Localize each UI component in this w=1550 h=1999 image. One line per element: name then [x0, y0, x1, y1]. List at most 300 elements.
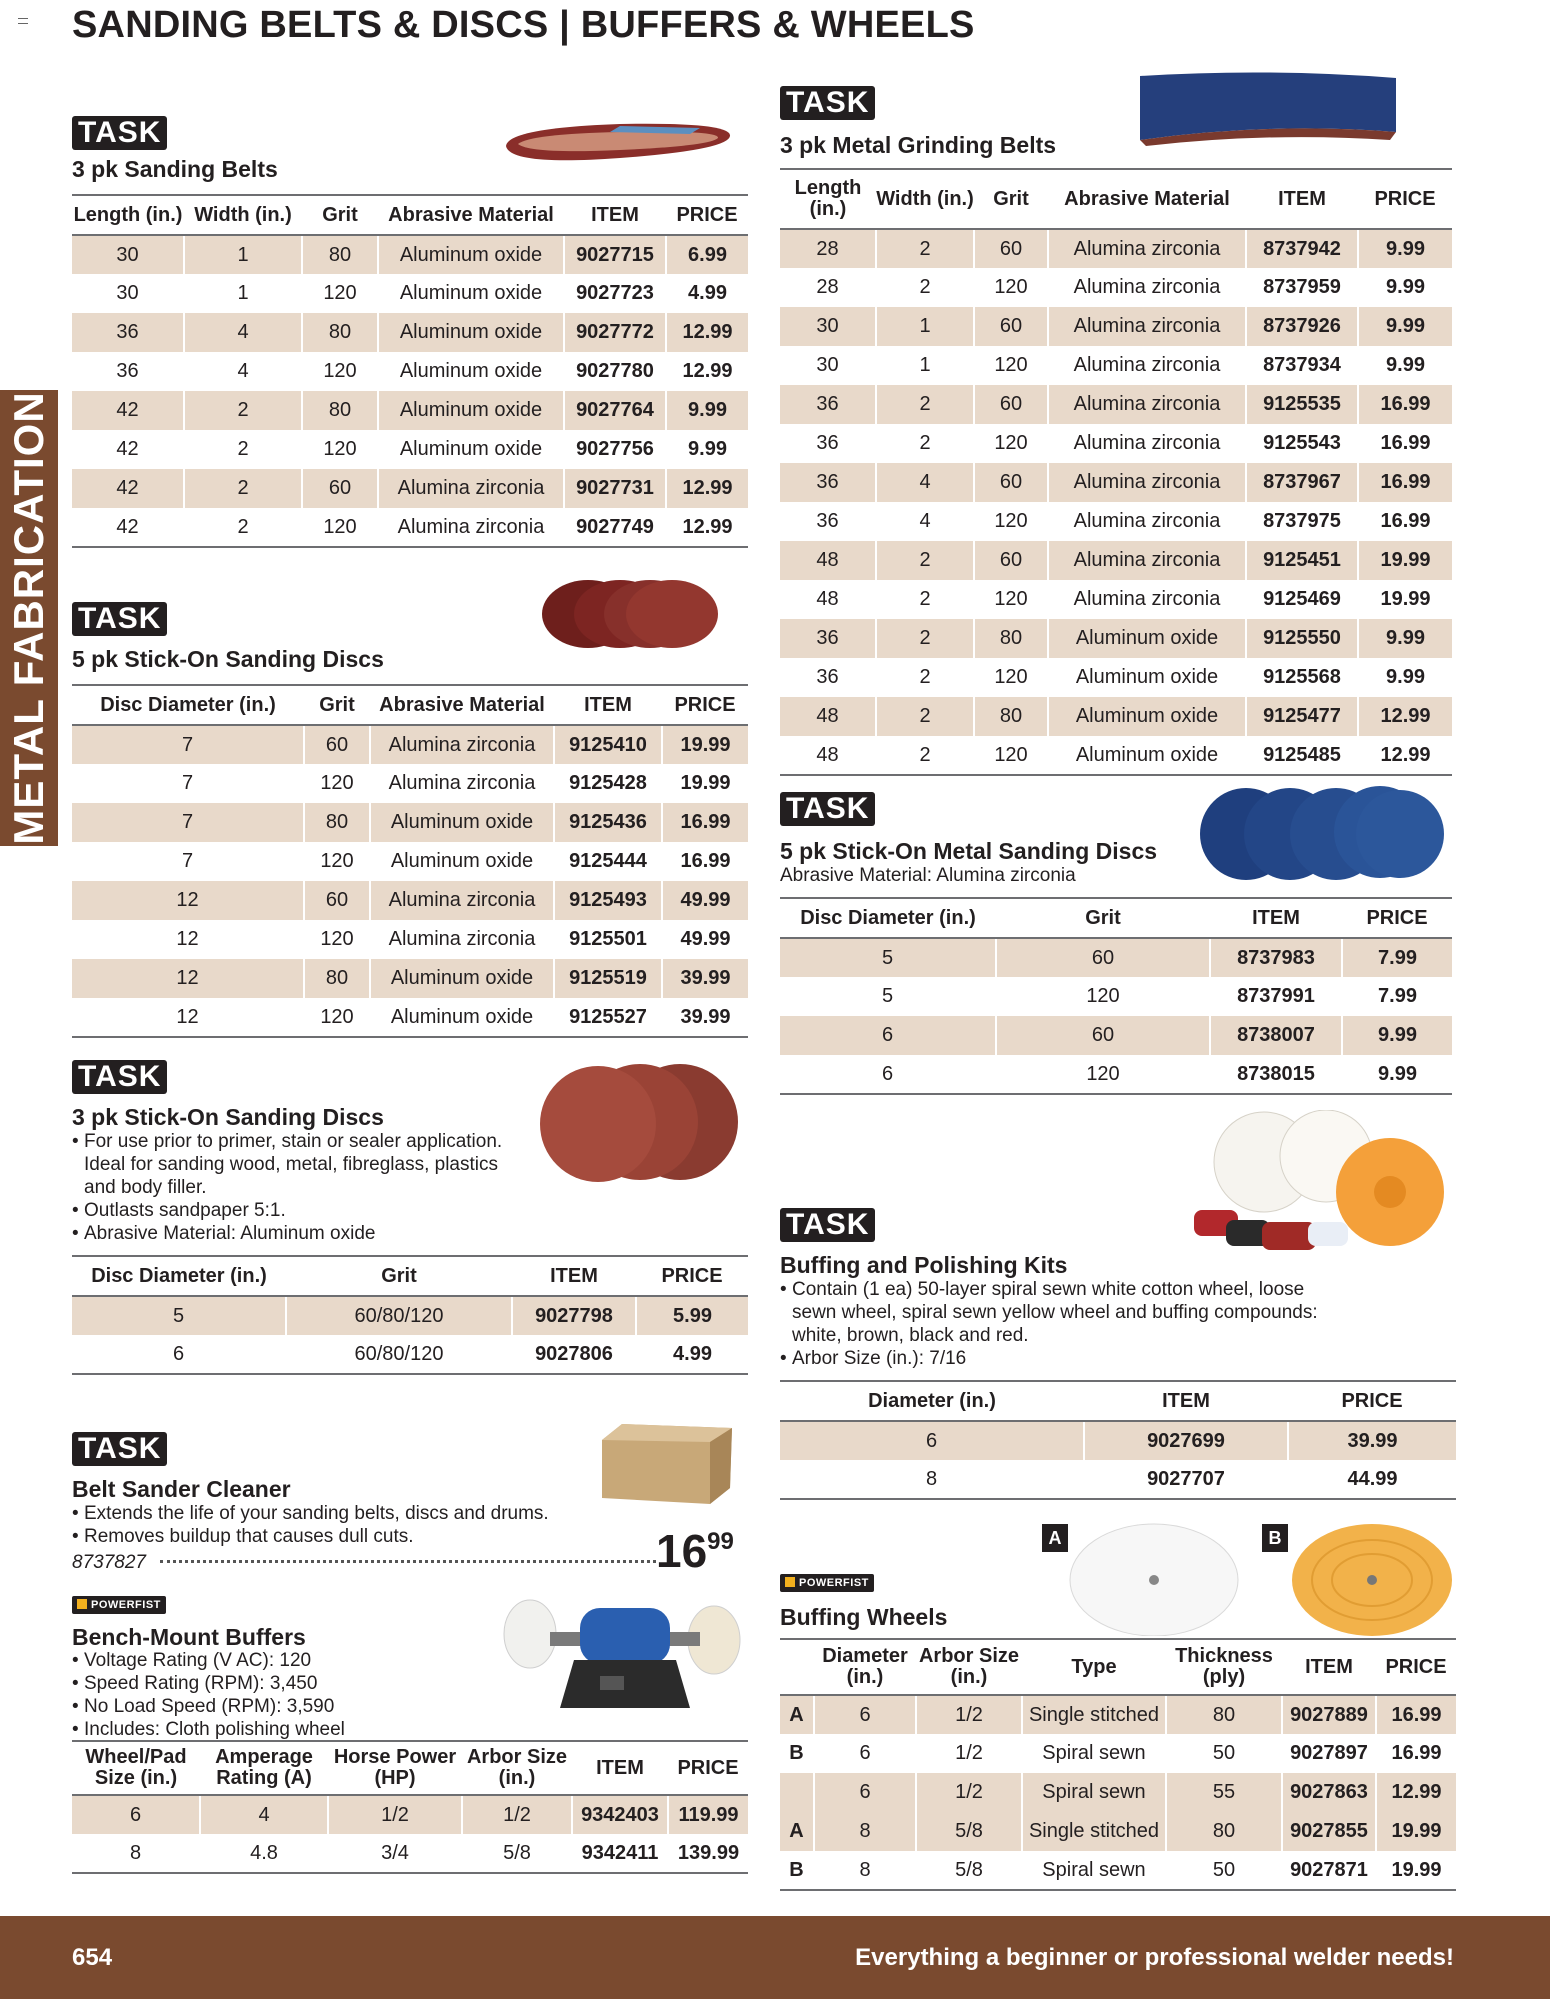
table-cell: 120 — [974, 346, 1048, 385]
table-cell: 7 — [72, 725, 304, 764]
table-cell: 8737934 — [1246, 346, 1358, 385]
task-logo: TASK — [72, 602, 167, 636]
sanding-belt-image — [500, 116, 736, 172]
table-cell: 42 — [72, 391, 184, 430]
table-row — [72, 725, 748, 764]
col-header: Disc Diameter (in.) — [780, 898, 996, 938]
yellow-wheel-image — [1290, 1520, 1454, 1636]
task-logo: TASK — [780, 792, 875, 826]
table-cell: 9027707 — [1084, 1460, 1288, 1499]
powerfist-icon — [785, 1577, 795, 1587]
product-title: 3 pk Sanding Belts — [72, 156, 278, 182]
table-cell: 9027897 — [1282, 1734, 1376, 1773]
table-cell: 60 — [996, 1016, 1210, 1055]
table-cell: Alumina zirconia — [1048, 307, 1246, 346]
table-cell: 48 — [780, 736, 876, 775]
table-cell: 9125543 — [1246, 424, 1358, 463]
col-header: Width (in.) — [184, 195, 302, 235]
table-cell: 9027855 — [1282, 1812, 1376, 1851]
table-cell: 9027699 — [1084, 1421, 1288, 1460]
table-row — [780, 1851, 1456, 1890]
table-cell: Spiral sewn — [1022, 1773, 1166, 1812]
table-cell: 2 — [876, 580, 974, 619]
table-cell: A — [780, 1695, 814, 1734]
table-cell: 8737942 — [1246, 229, 1358, 268]
cleaner-block-image — [598, 1420, 734, 1506]
col-header: Abrasive Material — [1048, 169, 1246, 229]
table-cell: Alumina zirconia — [370, 725, 554, 764]
table-row — [780, 1055, 1452, 1094]
col-header: PRICE — [636, 1256, 748, 1296]
table-cell: 42 — [72, 508, 184, 547]
table-cell: 12.99 — [666, 508, 748, 547]
table-cell: Aluminum oxide — [370, 842, 554, 881]
table-cell: B — [780, 1734, 814, 1773]
cleaner-bullets — [72, 1502, 632, 1548]
table-cell: 48 — [780, 580, 876, 619]
bullet: • Removes buildup that causes dull cuts. — [72, 1525, 632, 1548]
table-cell: 8 — [780, 1460, 1084, 1499]
table-cell: 6 — [72, 1335, 286, 1374]
table-cell: 19.99 — [662, 725, 748, 764]
table-cell: 80 — [974, 697, 1048, 736]
table-cell: 80 — [1166, 1812, 1282, 1851]
table-cell: 4.8 — [200, 1834, 328, 1873]
table-cell: Aluminum oxide — [378, 391, 564, 430]
bench-buffers-table — [72, 1740, 748, 1874]
table-row — [72, 274, 748, 313]
col-header: ITEM — [554, 685, 662, 725]
table-cell: 9.99 — [666, 391, 748, 430]
table-cell: 16.99 — [1376, 1695, 1456, 1734]
table-row — [780, 658, 1452, 697]
table-cell: 80 — [302, 313, 378, 352]
table-cell: 120 — [304, 998, 370, 1037]
sanding-discs-image — [540, 578, 720, 650]
task-logo: TASK — [780, 86, 875, 120]
price-dollars: 16 — [656, 1525, 708, 1577]
table-row — [780, 736, 1452, 775]
table-cell: 19.99 — [680, 772, 731, 794]
table-cell: 19.99 — [1376, 1851, 1456, 1890]
table-cell: Alumina zirconia — [1048, 541, 1246, 580]
table-cell: 60 — [304, 725, 370, 764]
table-row — [780, 229, 1452, 268]
col-header: Abrasive Material — [378, 195, 564, 235]
table-cell: 2 — [876, 229, 974, 268]
table-cell: 9027764 — [564, 391, 666, 430]
table-cell: 4 — [184, 313, 302, 352]
table-cell: 1/2 — [916, 1773, 1022, 1812]
table-cell: 1 — [184, 235, 302, 274]
col-header: Horse Power (HP) — [328, 1741, 462, 1795]
table-cell: Aluminum oxide — [1048, 736, 1246, 775]
table-row — [72, 352, 748, 391]
table-cell: 120 — [996, 977, 1210, 1016]
table-cell: 60/80/120 — [286, 1296, 512, 1335]
table-cell: 9.99 — [1358, 307, 1452, 346]
table-cell: 16.99 — [1380, 510, 1431, 532]
table-cell: 9027780 — [564, 352, 666, 391]
bullet: • Speed Rating (RPM): 3,450 — [72, 1672, 512, 1695]
table-row — [72, 391, 748, 430]
table-cell: 9.99 — [1342, 1016, 1452, 1055]
table-cell: 49.99 — [680, 928, 731, 950]
table-cell: B — [780, 1851, 814, 1890]
table-cell: Aluminum oxide — [1048, 658, 1246, 697]
table-cell: Alumina zirconia — [378, 469, 564, 508]
table-row — [72, 469, 748, 508]
table-cell: Aluminum oxide — [370, 998, 554, 1037]
col-header: Disc Diameter (in.) — [72, 685, 304, 725]
table-cell: 9342411 — [572, 1834, 668, 1873]
table-cell: 1/2 — [916, 1734, 1022, 1773]
table-cell: 42 — [72, 469, 184, 508]
table-cell: 9.99 — [1386, 276, 1425, 298]
table-cell: 48 — [780, 541, 876, 580]
metal-discs-table — [780, 897, 1452, 1095]
table-cell: 28 — [780, 229, 876, 268]
table-cell: 60 — [304, 881, 370, 920]
col-header: PRICE — [662, 685, 748, 725]
footer-tagline: Everything a beginner or professional welder needs! — [855, 1944, 1454, 1971]
table-cell: 42 — [72, 430, 184, 469]
table-row — [780, 502, 1452, 541]
table-cell: Aluminum oxide — [1048, 619, 1246, 658]
table-row — [780, 619, 1452, 658]
table-cell: Alumina zirconia — [378, 508, 564, 547]
table-row — [72, 1834, 748, 1873]
table-cell: 80 — [1166, 1695, 1282, 1734]
table-cell: Aluminum oxide — [378, 430, 564, 469]
table-cell: 49.99 — [662, 881, 748, 920]
col-header: Grit — [302, 195, 378, 235]
table-cell: 30 — [780, 307, 876, 346]
table-cell: Alumina zirconia — [1048, 268, 1246, 307]
corner-mark — [18, 18, 28, 24]
table-cell: 9027863 — [1282, 1773, 1376, 1812]
table-cell: 60/80/120 — [286, 1335, 512, 1374]
table-cell: 139.99 — [668, 1834, 748, 1873]
task-logo: TASK — [780, 1208, 875, 1242]
table-row — [780, 1812, 1456, 1851]
table-row — [72, 508, 748, 547]
table-cell: 9.99 — [1386, 666, 1425, 688]
table-cell: 4 — [200, 1795, 328, 1834]
bullet: • For use prior to primer, stain or sealer application. Ideal for sanding wood, metal, fibreglass, plastics and body filler. — [72, 1130, 512, 1199]
table-cell: 9125501 — [554, 920, 662, 959]
table-cell: 119.99 — [668, 1795, 748, 1834]
table-cell: 36 — [780, 385, 876, 424]
col-header: Abrasive Material — [370, 685, 554, 725]
col-header: PRICE — [1358, 169, 1452, 229]
table-cell: Aluminum oxide — [378, 235, 564, 274]
table-cell: Alumina zirconia — [1048, 385, 1246, 424]
powerfist-icon — [77, 1599, 87, 1609]
table-cell: 120 — [974, 268, 1048, 307]
table-cell: Alumina zirconia — [1048, 229, 1246, 268]
col-header: ITEM — [512, 1256, 636, 1296]
table-cell: 2 — [184, 430, 302, 469]
table-cell: 8 — [814, 1812, 916, 1851]
table-row — [780, 697, 1452, 736]
product-title: Bench-Mount Buffers — [72, 1624, 306, 1650]
table-cell: 60 — [974, 541, 1048, 580]
col-header: PRICE — [666, 195, 748, 235]
table-cell: 9027731 — [564, 469, 666, 508]
col-header — [780, 1639, 814, 1695]
col-header: Grit — [996, 898, 1210, 938]
footer-bar — [0, 1916, 1550, 1999]
side-tab — [0, 390, 58, 846]
table-cell: 120 — [302, 430, 378, 469]
table-row — [780, 1460, 1456, 1499]
bullet: • Voltage Rating (V AC): 120 — [72, 1649, 512, 1672]
price-cents: 99 — [707, 1528, 734, 1555]
table-cell: 9027772 — [564, 313, 666, 352]
table-cell: Aluminum oxide — [370, 803, 554, 842]
table-cell: 2 — [876, 736, 974, 775]
table-cell: 8737967 — [1246, 463, 1358, 502]
product-title: 5 pk Stick-On Sanding Discs — [72, 646, 384, 672]
table-cell: 44.99 — [1288, 1460, 1456, 1499]
sanding-discs-5pk-table — [72, 684, 748, 1038]
table-cell: 16.99 — [662, 803, 748, 842]
table-cell: 12.99 — [666, 469, 748, 508]
table-cell: 9.99 — [1386, 354, 1425, 376]
table-cell: Aluminum oxide — [1048, 697, 1246, 736]
table-cell: 8738015 — [1210, 1055, 1342, 1094]
grinding-belt-image — [1134, 70, 1402, 146]
table-row — [780, 268, 1452, 307]
table-cell: 120 — [996, 1055, 1210, 1094]
table-cell: 2 — [876, 658, 974, 697]
table-cell: 9027798 — [512, 1296, 636, 1335]
table-cell: 7.99 — [1342, 938, 1452, 977]
table-cell: 9125568 — [1246, 658, 1358, 697]
table-cell: 8 — [814, 1851, 916, 1890]
bullet: • Outlasts sandpaper 5:1. — [72, 1199, 512, 1222]
table-cell: 120 — [974, 736, 1048, 775]
table-cell: 4 — [876, 502, 974, 541]
powerfist-logo: POWERFIST — [72, 1596, 166, 1614]
table-cell: 9.99 — [1342, 1055, 1452, 1094]
table-cell: 9125451 — [1246, 541, 1358, 580]
col-header: Grit — [286, 1256, 512, 1296]
table-cell: 6 — [814, 1695, 916, 1734]
cleaner-sku: 8737827 — [72, 1552, 146, 1573]
table-cell: 30 — [780, 346, 876, 385]
table-cell: Aluminum oxide — [378, 352, 564, 391]
table-cell: 8738007 — [1210, 1016, 1342, 1055]
table-cell: 16.99 — [1358, 385, 1452, 424]
product-title: 3 pk Stick-On Sanding Discs — [72, 1104, 384, 1130]
table-cell: 120 — [974, 580, 1048, 619]
table-cell: 9125469 — [1246, 580, 1358, 619]
table-row — [72, 313, 748, 352]
bullet: • Arbor Size (in.): 7/16 — [780, 1347, 1340, 1370]
table-cell: Alumina zirconia — [370, 764, 554, 803]
bullet: • Contain (1 ea) 50-layer spiral sewn white cotton wheel, loose sewn wheel, spiral sewn yellow wheel and buffing compounds: white, brown, black and red. — [780, 1278, 1340, 1347]
table-cell: 50 — [1166, 1734, 1282, 1773]
table-cell: 28 — [780, 268, 876, 307]
table-cell: 55 — [1166, 1773, 1282, 1812]
table-cell: 16.99 — [1391, 1742, 1442, 1764]
table-cell: 36 — [780, 619, 876, 658]
table-row — [72, 1795, 748, 1834]
table-row — [72, 920, 748, 959]
table-cell: 12.99 — [1358, 736, 1452, 775]
table-cell: 19.99 — [1358, 541, 1452, 580]
table-cell: 36 — [72, 313, 184, 352]
bullet: • Extends the life of your sanding belts, discs and drums. — [72, 1502, 632, 1525]
table-cell: 9125527 — [554, 998, 662, 1037]
table-cell: 60 — [974, 307, 1048, 346]
table-cell: 6.99 — [666, 235, 748, 274]
bullet: • No Load Speed (RPM): 3,590 — [72, 1695, 512, 1718]
table-cell: 9.99 — [1358, 229, 1452, 268]
table-cell: 9.99 — [688, 438, 727, 460]
table-row — [780, 1734, 1456, 1773]
table-cell: 2 — [184, 391, 302, 430]
table-row — [780, 580, 1452, 619]
table-cell: 16.99 — [680, 850, 731, 872]
col-header: Disc Diameter (in.) — [72, 1256, 286, 1296]
table-cell: 4 — [876, 463, 974, 502]
table-row — [72, 430, 748, 469]
bench-buffer-image — [500, 1596, 744, 1716]
table-cell: 1 — [876, 346, 974, 385]
table-row — [72, 1296, 748, 1335]
table-cell: 120 — [974, 502, 1048, 541]
table-cell: 9027723 — [564, 274, 666, 313]
table-cell: 12 — [72, 959, 304, 998]
table-cell: 2 — [876, 424, 974, 463]
table-cell: 5/8 — [462, 1834, 572, 1873]
metal-discs-image — [1196, 786, 1448, 882]
powerfist-logo: POWERFIST — [780, 1574, 874, 1592]
table-cell: 120 — [302, 352, 378, 391]
table-row — [72, 235, 748, 274]
table-row — [780, 977, 1452, 1016]
table-cell: 12.99 — [666, 313, 748, 352]
col-header: Diameter (in.) — [780, 1381, 1084, 1421]
table-cell: 9027871 — [1282, 1851, 1376, 1890]
col-header: Diameter (in.) — [814, 1639, 916, 1695]
table-cell: 2 — [876, 697, 974, 736]
col-header: PRICE — [1288, 1381, 1456, 1421]
table-cell: 2 — [876, 619, 974, 658]
table-cell: 1 — [184, 274, 302, 313]
task-logo: TASK — [72, 1432, 167, 1466]
table-cell: Alumina zirconia — [1048, 424, 1246, 463]
col-header: Width (in.) — [876, 169, 974, 229]
col-header: Grit — [974, 169, 1048, 229]
table-cell: 6 — [780, 1421, 1084, 1460]
table-row — [72, 881, 748, 920]
image-label-b: B — [1262, 1524, 1288, 1552]
table-cell: 19.99 — [1380, 588, 1431, 610]
table-cell: 5/8 — [916, 1812, 1022, 1851]
table-cell: 8737991 — [1210, 977, 1342, 1016]
col-header: ITEM — [564, 195, 666, 235]
table-cell — [780, 1773, 814, 1812]
table-cell: 9125444 — [554, 842, 662, 881]
table-cell: 30 — [72, 274, 184, 313]
col-header: Grit — [304, 685, 370, 725]
table-cell: 6 — [814, 1734, 916, 1773]
kits-bullets — [780, 1278, 1340, 1370]
table-cell: 6 — [72, 1795, 200, 1834]
table-cell: 120 — [304, 842, 370, 881]
table-cell: 4.99 — [688, 282, 727, 304]
table-cell: 8 — [72, 1834, 200, 1873]
table-cell: 80 — [302, 391, 378, 430]
table-cell: 120 — [974, 424, 1048, 463]
table-cell: 39.99 — [662, 959, 748, 998]
table-row — [780, 346, 1452, 385]
table-cell: 9125477 — [1246, 697, 1358, 736]
table-row — [72, 764, 748, 803]
page-title: SANDING BELTS & DISCS | BUFFERS & WHEELS — [72, 4, 975, 46]
table-cell: 6 — [780, 1055, 996, 1094]
table-cell: 16.99 — [1380, 432, 1431, 454]
white-wheel-image — [1066, 1520, 1240, 1636]
buffing-kits-table — [780, 1380, 1456, 1500]
col-header: Length (in.) — [780, 169, 876, 229]
buffing-wheels-table — [780, 1638, 1456, 1891]
table-cell: 8737983 — [1210, 938, 1342, 977]
table-cell: Alumina zirconia — [1048, 463, 1246, 502]
table-cell: 5.99 — [636, 1296, 748, 1335]
table-row — [780, 1773, 1456, 1812]
table-cell: 80 — [974, 619, 1048, 658]
discs3-bullets — [72, 1130, 512, 1245]
table-cell: 50 — [1166, 1851, 1282, 1890]
table-cell: 12 — [72, 920, 304, 959]
cleaner-price — [656, 1524, 734, 1578]
product-title: Buffing and Polishing Kits — [780, 1252, 1068, 1278]
sanding-discs-3pk-image — [530, 1062, 742, 1182]
table-cell: 2 — [184, 469, 302, 508]
table-cell: 9027715 — [564, 235, 666, 274]
table-row — [72, 959, 748, 998]
col-header: PRICE — [1376, 1639, 1456, 1695]
col-header: Length (in.) — [72, 195, 184, 235]
table-row — [780, 307, 1452, 346]
table-cell: 4.99 — [636, 1335, 748, 1374]
product-title: 3 pk Metal Grinding Belts — [780, 132, 1057, 158]
sanding-belts-table — [72, 194, 748, 548]
table-cell: 1 — [876, 307, 974, 346]
table-cell: 9.99 — [1358, 619, 1452, 658]
col-header: ITEM — [1210, 898, 1342, 938]
col-header: Wheel/Pad Size (in.) — [72, 1741, 200, 1795]
table-cell: 120 — [974, 658, 1048, 697]
table-cell: Alumina zirconia — [370, 920, 554, 959]
bullet: • Includes: Cloth polishing wheel — [72, 1718, 512, 1741]
table-cell: 80 — [302, 235, 378, 274]
table-cell: 48 — [780, 697, 876, 736]
table-cell: 36 — [780, 463, 876, 502]
table-cell: 60 — [974, 385, 1048, 424]
table-cell: 2 — [876, 268, 974, 307]
table-row — [780, 1016, 1452, 1055]
table-cell: Alumina zirconia — [1048, 346, 1246, 385]
table-cell: 12.99 — [1376, 1773, 1456, 1812]
table-cell: 19.99 — [1376, 1812, 1456, 1851]
col-header: ITEM — [1282, 1639, 1376, 1695]
